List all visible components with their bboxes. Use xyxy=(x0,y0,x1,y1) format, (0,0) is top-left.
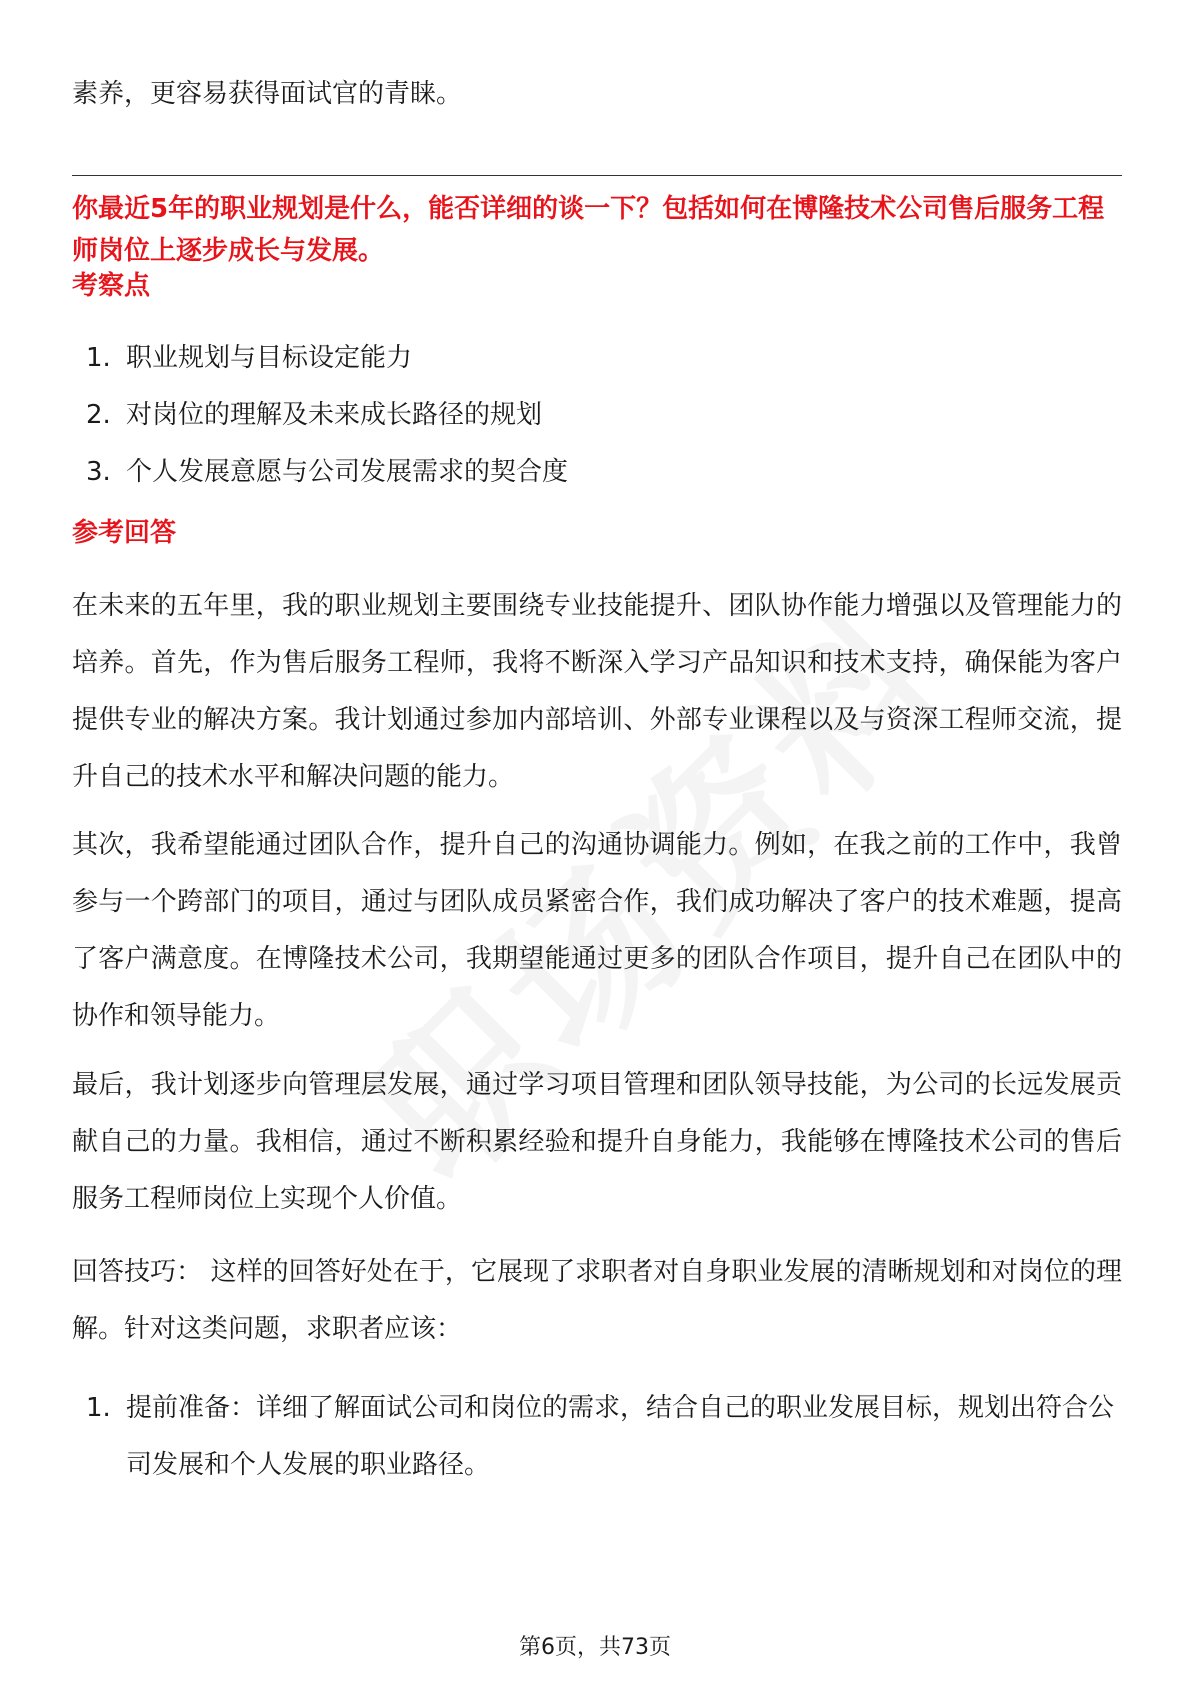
list-text: 职业规划与目标设定能力 xyxy=(126,343,413,373)
list-item xyxy=(72,387,568,444)
list-number: 1. xyxy=(86,343,111,373)
intro-line: 素养，更容易获得面试官的青睐。 xyxy=(72,79,463,109)
list-number: 2. xyxy=(86,400,111,430)
list-item xyxy=(72,330,568,387)
answer-paragraph: 最后，我计划逐步向管理层发展，通过学习项目管理和团队领导技能，为公司的长远发展贡献自己的力量。我相信，通过不断积累经验和提升自身能力，我能够在博隆技术公司的售后服务工程师岗位上实现个人价值。 xyxy=(72,1070,1122,1214)
list-text: 提前准备：详细了解面试公司和岗位的需求，结合自己的职业发展目标，规划出符合公司发展和个人发展的职业路径。 xyxy=(126,1393,1115,1480)
list-number: 3. xyxy=(86,457,111,487)
list-item xyxy=(72,444,568,501)
page-footer: 第6页，共73页 xyxy=(519,1635,671,1660)
question-heading: 你最近5年的职业规划是什么，能否详细的谈一下？包括如何在博隆技术公司售后服务工程师岗位上逐步成长与发展。 xyxy=(72,194,1105,266)
answer-paragraph: 在未来的五年里，我的职业规划主要围绕专业技能提升、团队协作能力增强以及管理能力的培养。首先，作为售后服务工程师，我将不断深入学习产品知识和技术支持，确保能为客户提供专业的解决方案。我计划通过参加内部培训、外部专业课程以及与资深工程师交流，提升自己的技术水平和解决问题的能力。 xyxy=(72,591,1122,792)
criteria-title: 考察点 xyxy=(72,271,151,301)
list-text: 对岗位的理解及未来成长路径的规划 xyxy=(126,400,543,430)
criteria-list xyxy=(72,330,568,501)
list-text: 个人发展意愿与公司发展需求的契合度 xyxy=(126,457,569,487)
tips-list xyxy=(72,1380,1122,1494)
answer-paragraph: 其次，我希望能通过团队合作，提升自己的沟通协调能力。例如，在我之前的工作中，我曾参与一个跨部门的项目，通过与团队成员紧密合作，我们成功解决了客户的技术难题，提高了客户满意度。在博隆技术公司，我期望能通过更多的团队合作项目，提升自己在团队中的协作和领导能力。 xyxy=(72,830,1122,1031)
list-number: 1. xyxy=(86,1393,111,1423)
list-item xyxy=(72,1380,1122,1494)
answer-tips-intro: 回答技巧： 这样的回答好处在于，它展现了求职者对自身职业发展的清晰规划和对岗位的理解。针对这类问题，求职者应该： xyxy=(72,1257,1122,1344)
answer-title: 参考回答 xyxy=(72,518,177,548)
divider xyxy=(72,175,1122,176)
document-page xyxy=(72,0,1122,1684)
